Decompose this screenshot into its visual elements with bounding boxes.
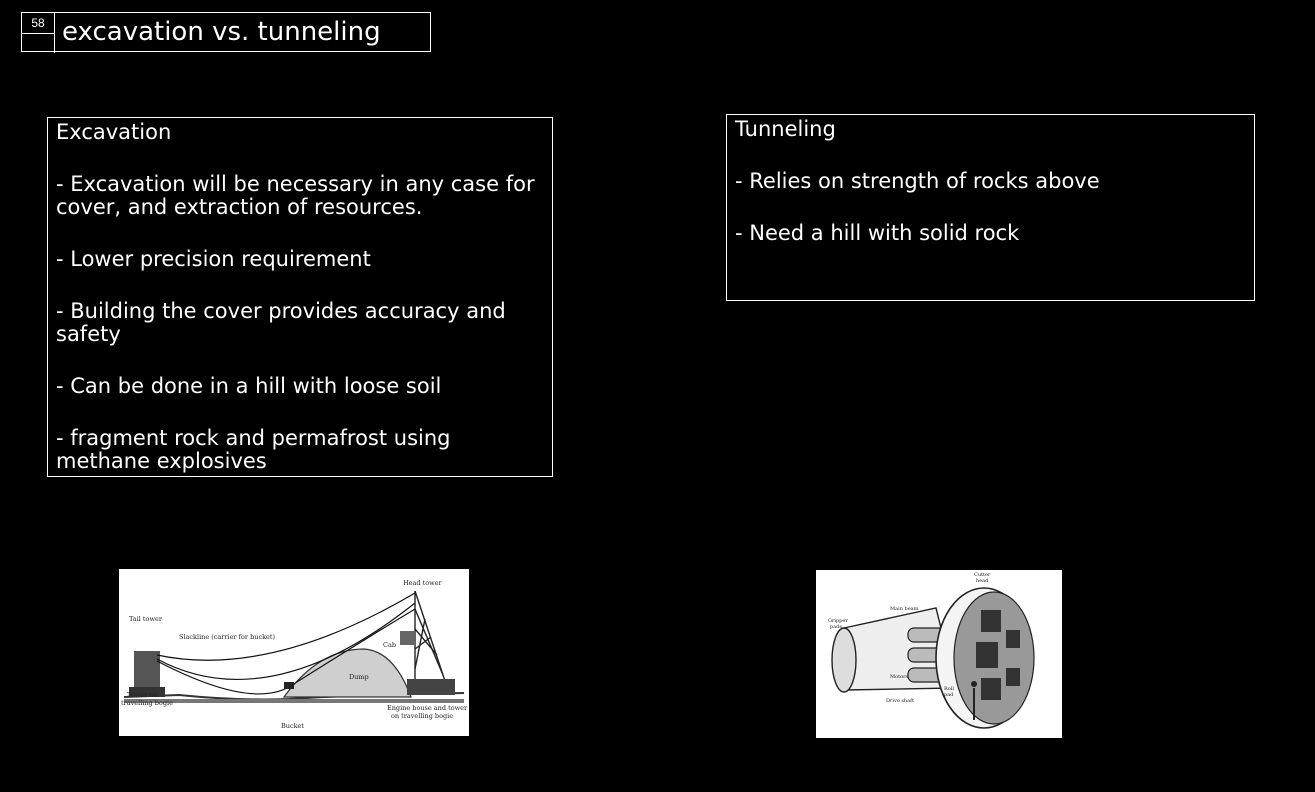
label-cutter-head-1: Cutter — [974, 572, 991, 578]
label-tower-bogie-2: travelling bogie — [121, 699, 173, 707]
slide-number-box — [22, 13, 55, 53]
dragline-excavator-figure — [119, 569, 469, 736]
label-cutter-head-2: head — [976, 578, 989, 584]
label-bucket: Bucket — [281, 722, 305, 730]
label-main-beam: Main beam — [890, 606, 919, 612]
excavation-point: - Lower precision requirement — [56, 247, 371, 271]
label-cab: Cab — [383, 641, 397, 649]
label-head-tower: Head tower — [403, 579, 442, 587]
tbm-illustration — [816, 570, 1062, 738]
tunneling-textbox — [726, 114, 1255, 301]
label-engine-house-1: Engine house and tower — [387, 704, 468, 712]
slide-title: excavation vs. tunneling — [62, 17, 381, 47]
label-slackline: Slackline (carrier for bucket) — [179, 633, 276, 641]
slide-number-divider — [22, 33, 54, 34]
label-roll-pad-2: pad — [944, 692, 954, 698]
label-engine-house-2: on travelling bogie — [391, 712, 454, 720]
tunneling-point: - Relies on strength of rocks above — [735, 169, 1100, 193]
excavation-point: - Can be done in a hill with loose soil — [56, 374, 442, 398]
slide-title-box — [21, 12, 431, 52]
label-motors: Motors — [890, 674, 909, 680]
label-tower-bogie-1: Tower on — [127, 691, 158, 699]
label-drive-shaft: Drive shaft — [886, 698, 914, 704]
slide-number: 58 — [31, 16, 45, 30]
tunneling-point: - Need a hill with solid rock — [735, 221, 1020, 245]
label-dump: Dump — [349, 673, 369, 681]
excavation-textbox — [47, 117, 553, 477]
excavation-heading: Excavation — [56, 120, 172, 144]
label-tail-tower: Tail tower — [129, 615, 162, 623]
dragline-illustration — [119, 569, 469, 736]
label-gripper-pads-2: pads — [830, 624, 842, 630]
excavation-point: - Building the cover provides accuracy and safety — [56, 299, 506, 346]
excavation-point: - fragment rock and permafrost using methane explosives — [56, 426, 451, 473]
label-gripper-pads-1: Gripper — [828, 618, 848, 624]
excavation-point: - Excavation will be necessary in any case for cover, and extraction of resources. — [56, 172, 535, 219]
label-roll-pad-1: Roll — [944, 686, 954, 692]
tunneling-heading: Tunneling — [735, 117, 836, 141]
tunnel-boring-machine-figure — [816, 570, 1062, 738]
